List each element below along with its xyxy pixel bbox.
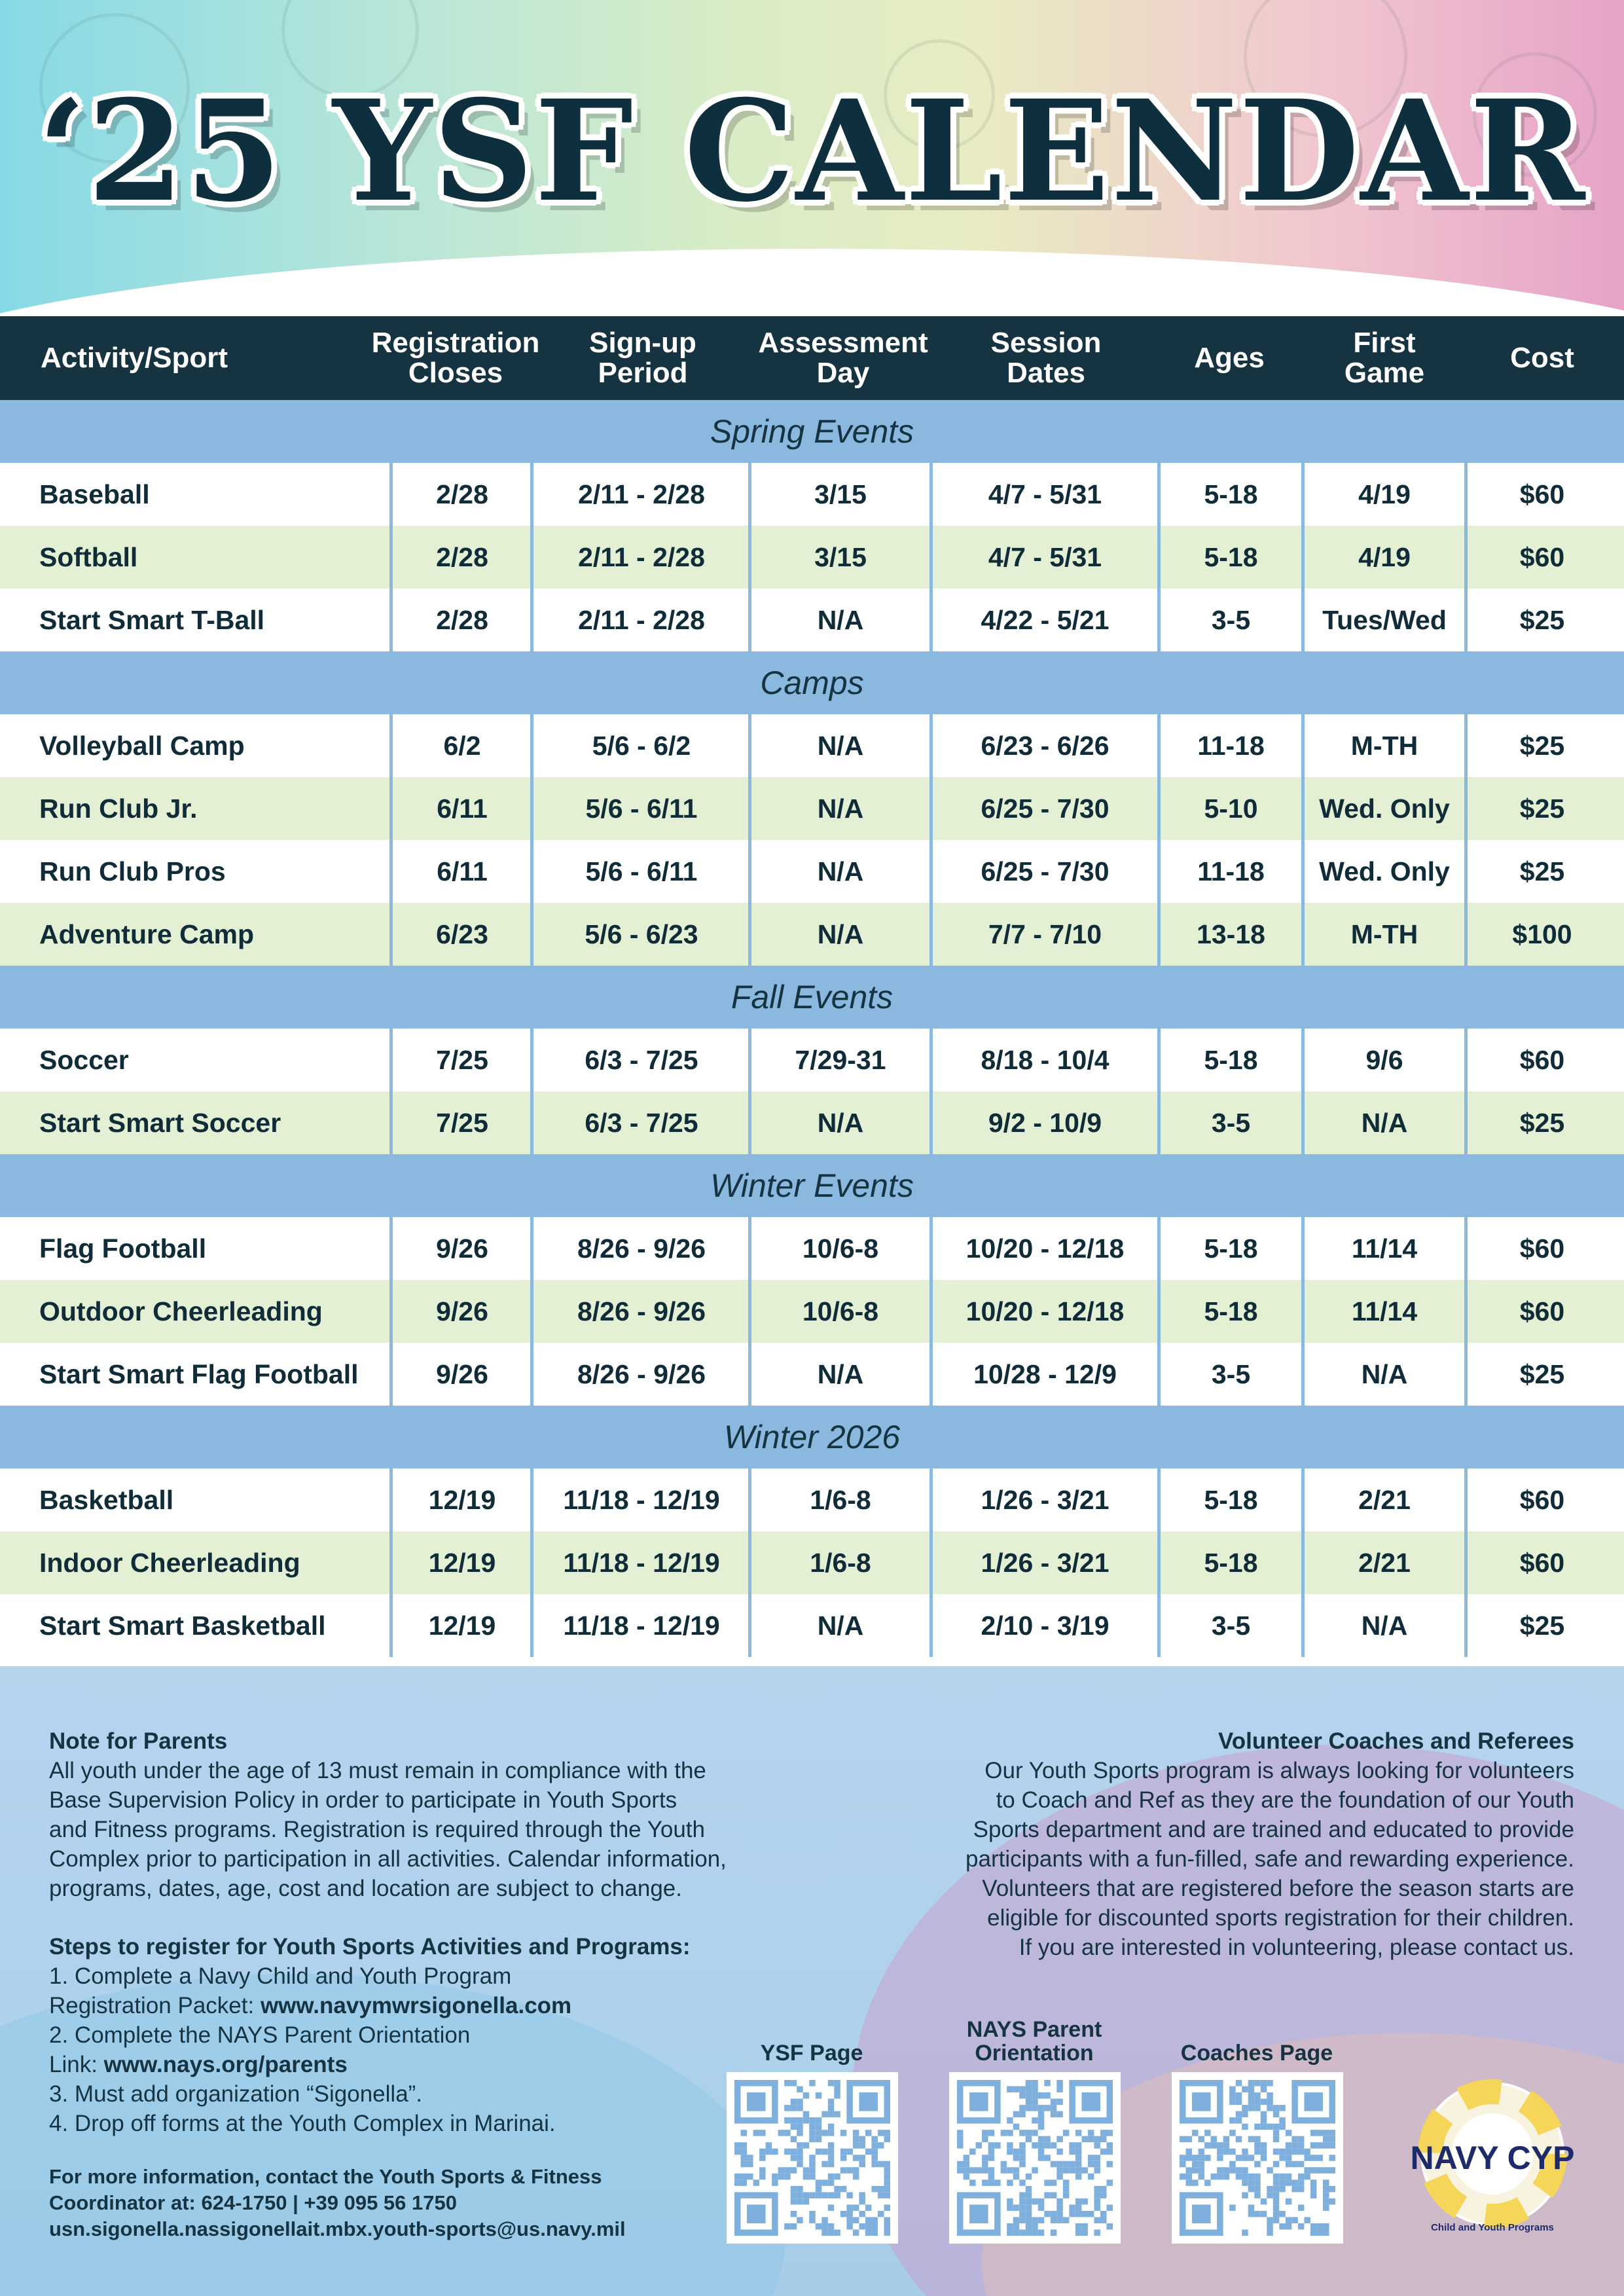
table-cell: 2/11 - 2/28 [578, 604, 705, 635]
header-ages: Ages [1194, 342, 1265, 374]
table-cell: N/A [1361, 1610, 1408, 1641]
registration-steps [49, 1932, 835, 2138]
steps-heading: Steps to register for Youth Sports Activities and Programs: [49, 1934, 691, 1959]
header-first-game: First Game [1344, 327, 1425, 389]
table-cell: 8/26 - 9/26 [577, 1358, 706, 1389]
column-divider [530, 1217, 533, 1406]
contact-info [49, 2164, 769, 2242]
table-row [0, 1343, 1624, 1406]
table-row [0, 714, 1624, 777]
qr-code-icon[interactable] [949, 2072, 1121, 2244]
table-cell: 11-18 [1197, 730, 1265, 761]
contact-email[interactable]: usn.sigonella.nassigonellait.mbx.youth-sports@us.navy.mil [49, 2217, 626, 2240]
table-cell: Tues/Wed [1322, 604, 1447, 635]
table-cell: $25 [1519, 730, 1565, 761]
table-cell: N/A [817, 919, 864, 949]
column-divider [1157, 1468, 1161, 1657]
step-1-packet [49, 1991, 835, 2020]
column-divider [929, 1468, 933, 1657]
column-divider [748, 1468, 751, 1657]
table-cell: 7/7 - 7/10 [988, 919, 1102, 949]
column-divider [1157, 463, 1161, 651]
volunteer-line: eligible for discounted sports registration for their children. [987, 1905, 1574, 1931]
table-cell: M-TH [1350, 919, 1418, 949]
note-line: Complex prior to participation in all activities. Calendar information, [49, 1846, 727, 1872]
section-header: Fall Events [0, 966, 1624, 1029]
table-cell: N/A [817, 793, 864, 824]
table-cell: 11/18 - 12/19 [563, 1610, 720, 1641]
table-row [0, 463, 1624, 526]
table-row [0, 1594, 1624, 1657]
table-cell: $60 [1519, 1296, 1565, 1326]
column-divider [929, 1217, 933, 1406]
table-cell: 2/10 - 3/19 [981, 1610, 1110, 1641]
table-cell: 6/3 - 7/25 [585, 1044, 698, 1075]
header-cost: Cost [1510, 342, 1574, 374]
table-cell: 9/26 [436, 1296, 488, 1326]
table-cell: 5/6 - 6/11 [585, 793, 698, 824]
table-cell: 4/7 - 5/31 [988, 541, 1102, 572]
column-divider [1464, 714, 1468, 966]
table-cell: 11/14 [1351, 1296, 1418, 1326]
contact-line-2: Coordinator at: 624-1750 | +39 095 56 1750 [49, 2191, 457, 2214]
table-cell: 10/6-8 [802, 1233, 879, 1264]
table-cell: M-TH [1350, 730, 1418, 761]
table-cell: 8/18 - 10/4 [981, 1044, 1110, 1075]
table-cell: $25 [1519, 1107, 1565, 1138]
table-cell: 13-18 [1197, 919, 1265, 949]
volunteer-line: Sports department and are trained and educated to provide [973, 1817, 1574, 1842]
qr-code-icon[interactable] [1172, 2072, 1343, 2244]
volunteer-line: If you are interested in volunteering, please contact us. [1019, 1935, 1574, 1960]
column-divider [1157, 714, 1161, 966]
table-cell: 3/15 [814, 479, 867, 509]
table-cell: Indoor Cheerleading [39, 1547, 300, 1578]
step-2: 2. Complete the NAYS Parent Orientation [49, 2022, 471, 2048]
column-divider [389, 463, 393, 651]
table-cell: 5-18 [1204, 479, 1258, 509]
link-label: Link: [49, 2052, 104, 2077]
table-cell: 11/18 - 12/19 [563, 1484, 720, 1515]
table-cell: 2/11 - 2/28 [578, 479, 705, 509]
table-cell: 5/6 - 6/2 [592, 730, 691, 761]
column-divider [389, 1217, 393, 1406]
table-cell: 5-10 [1204, 793, 1258, 824]
column-divider [748, 714, 751, 966]
column-divider [389, 1468, 393, 1657]
column-divider [748, 1217, 751, 1406]
table-cell: 6/11 [437, 793, 488, 824]
table-cell: 5-18 [1204, 1296, 1258, 1326]
qr-code-icon [1180, 2080, 1335, 2236]
table-cell: 12/19 [428, 1547, 496, 1578]
table-cell: 9/2 - 10/9 [988, 1107, 1102, 1138]
table-cell: $60 [1519, 1233, 1565, 1264]
nays-link[interactable]: www.nays.org/parents [103, 2052, 348, 2077]
table-cell: 4/19 [1358, 541, 1411, 572]
table-cell: 7/25 [436, 1044, 488, 1075]
column-divider [1464, 1029, 1468, 1154]
table-cell: 6/2 [443, 730, 481, 761]
table-row [0, 1029, 1624, 1091]
step-1: 1. Complete a Navy Child and Youth Program [49, 1963, 512, 1989]
table-cell: 1/26 - 3/21 [981, 1547, 1110, 1578]
column-divider [1157, 1029, 1161, 1154]
table-cell: 1/6-8 [810, 1484, 871, 1515]
note-heading: Note for Parents [49, 1728, 228, 1754]
volunteer-line: to Coach and Ref as they are the foundation of our Youth [996, 1787, 1574, 1813]
column-divider [1301, 1468, 1305, 1657]
column-divider [1464, 1217, 1468, 1406]
volunteer-heading: Volunteer Coaches and Referees [1218, 1728, 1574, 1754]
table-cell: $100 [1512, 919, 1572, 949]
table-cell: Run Club Jr. [39, 793, 198, 824]
table-row [0, 526, 1624, 589]
table-row [0, 1531, 1624, 1594]
table-cell: Start Smart Basketball [39, 1610, 326, 1641]
column-divider [929, 463, 933, 651]
column-divider [1301, 1217, 1305, 1406]
section-header: Winter Events [0, 1154, 1624, 1217]
table-cell: Start Smart Flag Football [39, 1358, 359, 1389]
note-line: Base Supervision Policy in order to participate in Youth Sports [49, 1787, 677, 1813]
section-header: Winter 2026 [0, 1406, 1624, 1468]
table-cell: 2/28 [436, 604, 488, 635]
logo-subtitle: Child and Youth Programs [1431, 2222, 1554, 2233]
table-cell: 10/6-8 [802, 1296, 879, 1326]
table-cell: Run Club Pros [39, 856, 226, 886]
qr-label-coaches: Coaches Page [1180, 2041, 1333, 2066]
volunteer-section [812, 1726, 1574, 1962]
table-cell: 9/26 [436, 1358, 488, 1389]
column-divider [1301, 463, 1305, 651]
packet-label: Registration Packet: [49, 1993, 261, 2018]
column-divider [389, 1029, 393, 1154]
table-cell: 10/28 - 12/9 [973, 1358, 1117, 1389]
column-divider [530, 1468, 533, 1657]
table-cell: $60 [1519, 1484, 1565, 1515]
table-cell: 5/6 - 6/23 [585, 919, 698, 949]
column-divider [530, 714, 533, 966]
table-cell: Adventure Camp [39, 919, 255, 949]
table-cell: Soccer [39, 1044, 129, 1075]
table-cell: 6/25 - 7/30 [981, 856, 1110, 886]
note-line: All youth under the age of 13 must remain in compliance with the [49, 1758, 706, 1783]
note-line: and Fitness programs. Registration is required through the Youth [49, 1817, 705, 1842]
table-cell: 5-18 [1204, 1547, 1258, 1578]
step-3: 3. Must add organization “Sigonella”. [49, 2081, 423, 2107]
table-cell: N/A [817, 604, 864, 635]
table-cell: $25 [1519, 1610, 1565, 1641]
table-header [0, 316, 1624, 400]
table-cell: 1/6-8 [810, 1547, 871, 1578]
table-cell: Start Smart Soccer [39, 1107, 281, 1138]
table-cell: 4/22 - 5/21 [981, 604, 1110, 635]
table-row [0, 1280, 1624, 1343]
table-cell: 5/6 - 6/11 [585, 856, 698, 886]
table-cell: 5-18 [1204, 1233, 1258, 1264]
contact-line-1: For more information, contact the Youth Sports & Fitness [49, 2165, 602, 2188]
table-row [0, 840, 1624, 903]
qr-label-nays: NAYS Parent Orientation [966, 2017, 1102, 2066]
table-cell: 11-18 [1197, 856, 1265, 886]
table-cell: $60 [1519, 479, 1565, 509]
table-cell: 10/20 - 12/18 [965, 1233, 1125, 1264]
volunteer-line: Our Youth Sports program is always looking for volunteers [984, 1758, 1574, 1783]
column-divider [1464, 1468, 1468, 1657]
qr-code-icon [957, 2080, 1113, 2236]
table-cell: 5-18 [1204, 1044, 1258, 1075]
table-cell: $60 [1519, 541, 1565, 572]
table-cell: Flag Football [39, 1233, 207, 1264]
table-cell: 1/26 - 3/21 [981, 1484, 1110, 1515]
table-row [0, 903, 1624, 966]
table-cell: 6/3 - 7/25 [585, 1107, 698, 1138]
table-cell: 2/28 [436, 479, 488, 509]
table-cell: 7/25 [436, 1107, 488, 1138]
table-row [0, 1468, 1624, 1531]
table-cell: 8/26 - 9/26 [577, 1296, 706, 1326]
table-cell: 3-5 [1211, 1107, 1251, 1138]
table-cell: $25 [1519, 856, 1565, 886]
table-cell: 6/23 [436, 919, 488, 949]
table-cell: N/A [1361, 1358, 1408, 1389]
table-cell: 6/11 [437, 856, 488, 886]
table-cell: 12/19 [428, 1610, 496, 1641]
header-signup-period: Sign-up Period [589, 327, 696, 389]
column-divider [1301, 714, 1305, 966]
header-activity: Activity/Sport [41, 342, 228, 374]
table-cell: 2/11 - 2/28 [578, 541, 705, 572]
header-registration-closes: Registration Closes [371, 327, 540, 389]
table-cell: 11/14 [1351, 1233, 1418, 1264]
column-divider [748, 1029, 751, 1154]
table-cell: 2/28 [436, 541, 488, 572]
step-2-link [49, 2050, 835, 2079]
section-header: Camps [0, 651, 1624, 714]
table-row [0, 1091, 1624, 1154]
table-cell: Start Smart T-Ball [39, 604, 265, 635]
table-cell: 7/29-31 [795, 1044, 886, 1075]
table-cell: 4/19 [1358, 479, 1411, 509]
table-cell: N/A [817, 730, 864, 761]
table-cell: Wed. Only [1319, 793, 1450, 824]
column-divider [1301, 1029, 1305, 1154]
column-divider [929, 714, 933, 966]
table-cell: 8/26 - 9/26 [577, 1233, 706, 1264]
table-cell: $25 [1519, 604, 1565, 635]
column-divider [530, 463, 533, 651]
table-cell: 3-5 [1211, 604, 1251, 635]
table-cell: Baseball [39, 479, 150, 509]
volunteer-line: participants with a fun-filled, safe and rewarding experience. [965, 1846, 1574, 1872]
table-cell: Volleyball Camp [39, 730, 245, 761]
section-header: Spring Events [0, 400, 1624, 463]
table-cell: $25 [1519, 1358, 1565, 1389]
header-session-dates: Session Dates [990, 327, 1102, 389]
logo-text: NAVY CYP [1410, 2140, 1575, 2176]
table-cell: 4/7 - 5/31 [988, 479, 1102, 509]
table-cell: N/A [817, 1358, 864, 1389]
table-cell: 12/19 [428, 1484, 496, 1515]
table-cell: $25 [1519, 793, 1565, 824]
column-divider [1157, 1217, 1161, 1406]
note-line: programs, dates, age, cost and location are subject to change. [49, 1876, 682, 1901]
table-row [0, 1217, 1624, 1280]
page-title: ‘25 YSF CALENDAR [37, 69, 1587, 232]
table-cell: 3-5 [1211, 1610, 1251, 1641]
qr-code-icon [734, 2080, 890, 2236]
table-cell: $60 [1519, 1547, 1565, 1578]
table-row [0, 777, 1624, 840]
table-cell: Basketball [39, 1484, 174, 1515]
column-divider [389, 714, 393, 966]
table-row [0, 589, 1624, 651]
table-cell: 2/21 [1358, 1484, 1411, 1515]
table-cell: 6/23 - 6/26 [981, 730, 1110, 761]
column-divider [929, 1029, 933, 1154]
table-cell: 6/25 - 7/30 [981, 793, 1110, 824]
table-cell: $60 [1519, 1044, 1565, 1075]
table-cell: N/A [817, 1107, 864, 1138]
table-cell: N/A [1361, 1107, 1408, 1138]
table-cell: 11/18 - 12/19 [563, 1547, 720, 1578]
table-cell: 9/26 [436, 1233, 488, 1264]
table-cell: N/A [817, 856, 864, 886]
header-assessment-day: Assessment Day [758, 327, 928, 389]
column-divider [530, 1029, 533, 1154]
table-cell: 5-18 [1204, 541, 1258, 572]
table-cell: N/A [817, 1610, 864, 1641]
volunteer-line: Volunteers that are registered before the season starts are [982, 1876, 1574, 1901]
header-banner [0, 0, 1624, 318]
navymwr-link[interactable]: www.navymwrsigonella.com [260, 1993, 572, 2018]
table-cell: 2/21 [1358, 1547, 1411, 1578]
table-cell: Wed. Only [1319, 856, 1450, 886]
table-cell: Outdoor Cheerleading [39, 1296, 323, 1326]
table-cell: 3/15 [814, 541, 867, 572]
table-cell: 5-18 [1204, 1484, 1258, 1515]
qr-label-ysf: YSF Page [760, 2041, 863, 2066]
table-cell: 10/20 - 12/18 [965, 1296, 1125, 1326]
table-cell: 3-5 [1211, 1358, 1251, 1389]
step-4: 4. Drop off forms at the Youth Complex in Marinai. [49, 2111, 556, 2136]
table-cell: 9/6 [1365, 1044, 1403, 1075]
qr-code-icon[interactable] [727, 2072, 898, 2244]
column-divider [1464, 463, 1468, 651]
table-cell: Softball [39, 541, 138, 572]
navy-cyp-logo [1394, 2072, 1591, 2269]
note-for-parents [49, 1726, 900, 1903]
column-divider [748, 463, 751, 651]
